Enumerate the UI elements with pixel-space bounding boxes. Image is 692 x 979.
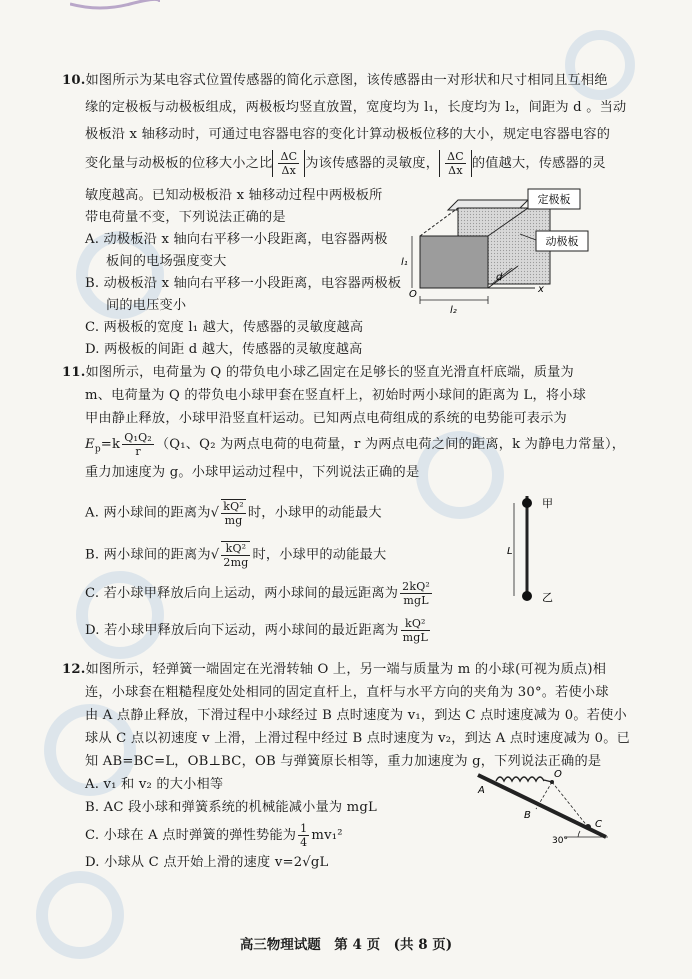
abs-fraction [439, 150, 472, 177]
option-text: 时，小球甲的动能最大 [247, 505, 382, 521]
formula-subscript: p [94, 444, 101, 455]
fraction-denominator: mg [224, 514, 243, 527]
fraction-numerator: kQ² [223, 500, 244, 513]
option-text: D. 若小球甲释放后向下运动，两小球间的最近距离为 [85, 623, 399, 638]
option-d: D. 两极板的间距 d 越大，传感器的灵敏度越高 [85, 342, 363, 357]
question-text: 变化量与动极板的位移大小之比 [85, 156, 273, 171]
gap-d-label: d [496, 272, 503, 283]
l1-label: l₁ [401, 257, 408, 268]
question-number: 11. [62, 365, 86, 380]
fraction-numerator: Q₁Q₂ [124, 431, 152, 444]
question-text: 连，小球套在粗糙程度处处相同的固定直杆上，直杆与水平方向的夹角为 30°。若使小球 [85, 685, 609, 700]
option-c: C. 两极板的宽度 l₁ 越大，传感器的灵敏度越高 [85, 320, 364, 335]
option-text: mv₁² [311, 828, 343, 843]
fraction-numerator: 2kQ² [402, 580, 431, 593]
fixed-plate-label: 定极板 [537, 193, 571, 206]
fraction-denominator: mgL [403, 594, 429, 607]
option-c [85, 822, 343, 849]
option-b: B. AC 段小球和弹簧系统的机械能减小量为 mgL [85, 800, 377, 815]
option-b: B. 动极板沿 x 轴向右平移一小段距离，电容器两极板 [85, 276, 402, 291]
question-text: 如图所示，轻弹簧一端固定在光滑转轴 O 上，另一端与质量为 m 的小球(可视为质点)相 [85, 662, 607, 677]
vertical-rod-diagram [500, 488, 570, 608]
fraction-numerator: ΔC [280, 150, 298, 163]
question-text: 甲由静止释放，小球甲沿竖直杆运动。已知两点电荷组成的系统的电势能可表示为 [85, 411, 567, 426]
abs-fraction [272, 150, 305, 177]
sqrt-expression: √ $\frac{\text{kQ²}}{mg}$ [210, 500, 244, 527]
question-text: 由 A 点静止释放，下滑过程中小球经过 B 点时速度为 v₁，到达 C 点时速度减为 0。若使小 [85, 708, 627, 723]
formula-symbol: E [85, 437, 95, 452]
fraction-numerator: kQ² [221, 542, 250, 556]
question-number: 10. [62, 73, 86, 88]
angle-label: 30° [552, 836, 568, 845]
option-b [85, 541, 386, 569]
fraction-denominator: 2mg [223, 556, 249, 569]
pivot-o-label: O [554, 769, 562, 780]
question-text: m、电荷量为 Q 的带负电小球甲套在竖直杆上，初始时两小球间的距离为 L，将小球 [85, 388, 587, 403]
question-number: 12. [62, 662, 86, 677]
fraction-numerator: ΔC [447, 150, 464, 163]
capacitor-diagram [400, 180, 600, 315]
option-c [85, 580, 434, 607]
question-text: 如图所示为某电容式位置传感器的简化示意图，该传感器由一对形状和尺寸相同且互相绝 [85, 73, 608, 88]
top-stamp-mark [70, 0, 160, 10]
question-text: 如图所示，电荷量为 Q 的带负电小球乙固定在足够长的竖直光滑直杆底端，质量为 [85, 365, 574, 380]
sqrt-expression: √ $\frac{\text{kQ²}}{2mg}$ [210, 542, 249, 569]
question-text: 带电荷量不变，下列说法正确的是 [85, 210, 286, 225]
ball-jia-label: 甲 [542, 497, 553, 510]
watermark-logo [60, 560, 280, 670]
energy-formula-line [85, 431, 625, 458]
option-text: 时，小球甲的动能最大 [252, 547, 387, 563]
fraction-denominator: 4 [300, 836, 308, 849]
x-axis-label: x [538, 284, 544, 295]
moving-plate-label: 动极板 [545, 235, 579, 248]
question-text: 的值越大，传感器的灵 [471, 156, 606, 171]
option-a [85, 499, 382, 527]
option-b-cont: 间的电压变小 [106, 298, 187, 313]
option-d [85, 617, 432, 644]
fraction-denominator: mgL [402, 631, 429, 644]
point-b-label: B [524, 810, 531, 821]
option-a: A. 动极板沿 x 轴向右平移一小段距离，电容器两极 [85, 232, 388, 247]
formula-text: =k [100, 437, 121, 452]
incline-spring-diagram [468, 765, 613, 845]
fraction-numerator: 1 [300, 822, 308, 835]
point-c-label: C [595, 819, 602, 830]
question-text: 球从 C 点以初速度 v 上滑，上滑过程中经过 B 点时速度为 v₂，到达 A 点时速度减为 0。已 [85, 731, 630, 746]
fraction-denominator: Δx [448, 164, 463, 177]
option-d: D. 小球从 C 点开始上滑的速度 v=2√gL [85, 855, 329, 870]
watermark-logo [20, 860, 220, 970]
fraction-numerator: kQ² [401, 617, 430, 631]
question-text: 重力加速度为 g。小球甲运动过程中，下列说法正确的是 [85, 465, 420, 480]
question-text: 知 AB=BC=L，OB⊥BC，OB 与弹簧原长相等，重力加速度为 g，下列说法正确的是 [85, 754, 602, 769]
option-a: A. v₁ 和 v₂ 的大小相等 [85, 777, 224, 792]
question-text: （Q₁、Q₂ 为两点电荷的电荷量，r 为两点电荷之间的距离，k 为静电力常量）， [155, 437, 626, 452]
question-text-with-fraction [85, 150, 606, 177]
point-a-label: A [478, 785, 485, 796]
page-footer: 高三物理试题 第 4 页 (共 8 页) [239, 937, 453, 953]
ball-yi-label: 乙 [542, 591, 553, 604]
question-text: 为该传感器的灵敏度， [305, 156, 440, 171]
fraction-denominator: Δx [281, 164, 297, 177]
l2-label: l₂ [450, 305, 457, 315]
option-a-cont: 板间的电场强度变大 [106, 254, 227, 269]
fraction-denominator: r [135, 445, 141, 458]
question-text: 敏度越高。已知动极板沿 x 轴移动过程中两极板所 [85, 188, 383, 203]
question-text: 极板沿 x 轴移动时，可通过电容器电容的变化计算动极板位移的大小，规定电容器电容的 [85, 127, 611, 142]
option-text: C. 小球在 A 点时弹簧的弹性势能为 [85, 828, 297, 843]
option-text: B. 两小球间的距离为 [85, 547, 211, 563]
question-text: 缘的定极板与动极板组成，两极板均竖直放置，宽度均为 l₁，长度均为 l₂，间距为 d 。当动 [85, 100, 627, 115]
distance-l-label: L [507, 546, 513, 557]
origin-label: O [409, 289, 417, 300]
option-text: A. 两小球间的距离为 [85, 505, 211, 521]
option-text: C. 若小球甲释放后向上运动，两小球间的最远距离为 [85, 586, 399, 601]
